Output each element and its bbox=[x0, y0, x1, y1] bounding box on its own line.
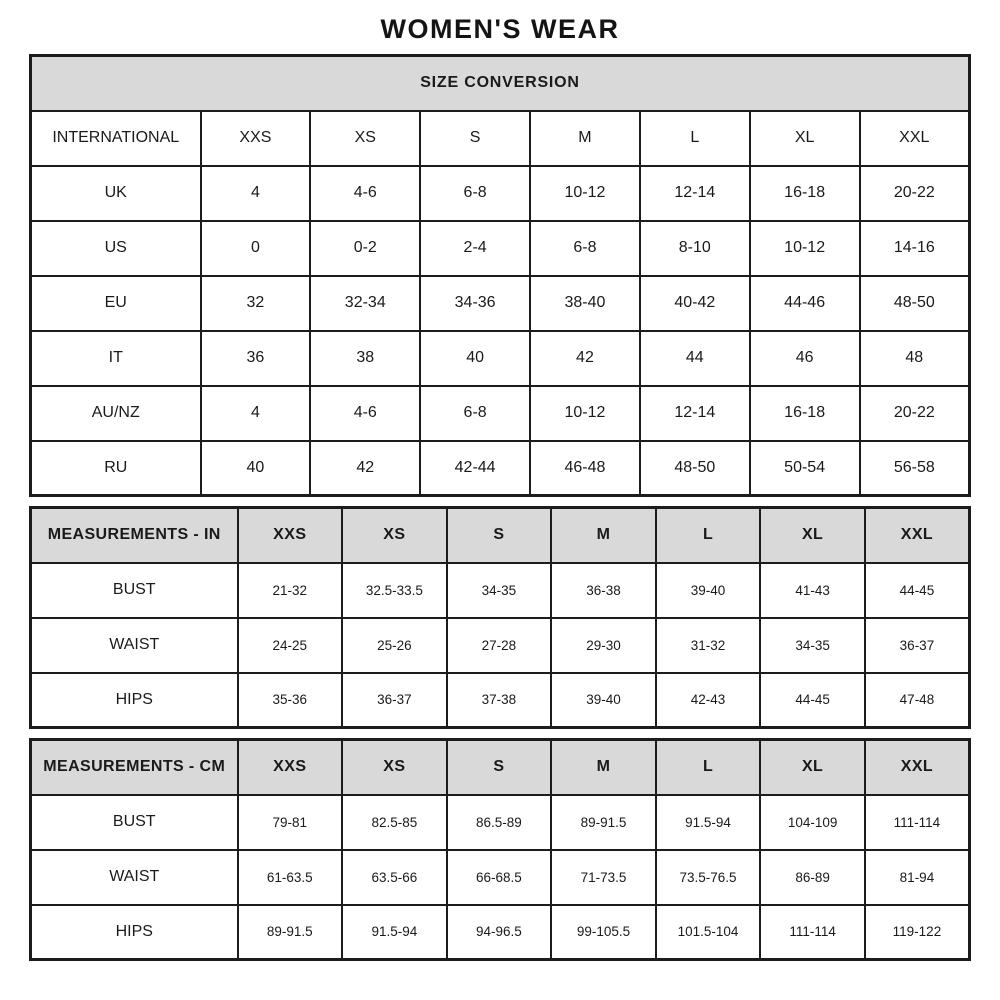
row-label: BUST bbox=[31, 563, 238, 618]
cell-value: 4-6 bbox=[310, 166, 420, 221]
cell-value: 27-28 bbox=[447, 618, 552, 673]
column-header-xl: XL bbox=[750, 111, 860, 166]
column-header-s: S bbox=[420, 111, 530, 166]
cell-value: 34-35 bbox=[760, 618, 865, 673]
column-header-l: L bbox=[656, 508, 761, 563]
cell-value: 89-91.5 bbox=[551, 795, 656, 850]
table-row bbox=[31, 673, 970, 728]
cell-value: 44 bbox=[640, 331, 750, 386]
cell-value: 12-14 bbox=[640, 386, 750, 441]
row-label: WAIST bbox=[31, 618, 238, 673]
row-label: US bbox=[31, 221, 201, 276]
table-row bbox=[31, 618, 970, 673]
cell-value: 14-16 bbox=[860, 221, 970, 276]
column-header-xs: XS bbox=[342, 740, 447, 795]
cell-value: 42-44 bbox=[420, 441, 530, 496]
row-label-header: INTERNATIONAL bbox=[31, 111, 201, 166]
cell-value: 10-12 bbox=[750, 221, 860, 276]
table-row bbox=[31, 276, 970, 331]
cell-value: 73.5-76.5 bbox=[656, 850, 761, 905]
cell-value: 32.5-33.5 bbox=[342, 563, 447, 618]
cell-value: 111-114 bbox=[760, 905, 865, 960]
cell-value: 36 bbox=[201, 331, 311, 386]
cell-value: 101.5-104 bbox=[656, 905, 761, 960]
cell-value: 71-73.5 bbox=[551, 850, 656, 905]
cell-value: 40-42 bbox=[640, 276, 750, 331]
cell-value: 0 bbox=[201, 221, 311, 276]
cell-value: 42 bbox=[310, 441, 420, 496]
table-row bbox=[31, 441, 970, 496]
cell-value: 48 bbox=[860, 331, 970, 386]
cell-value: 32-34 bbox=[310, 276, 420, 331]
row-label: WAIST bbox=[31, 850, 238, 905]
measurements-in-table bbox=[29, 506, 971, 729]
cell-value: 24-25 bbox=[238, 618, 343, 673]
cell-value: 63.5-66 bbox=[342, 850, 447, 905]
cell-value: 40 bbox=[420, 331, 530, 386]
cell-value: 94-96.5 bbox=[447, 905, 552, 960]
cell-value: 29-30 bbox=[551, 618, 656, 673]
cell-value: 111-114 bbox=[865, 795, 970, 850]
cell-value: 6-8 bbox=[420, 386, 530, 441]
measurements-cm-table bbox=[29, 738, 971, 961]
table-row bbox=[31, 563, 970, 618]
cell-value: 25-26 bbox=[342, 618, 447, 673]
cell-value: 31-32 bbox=[656, 618, 761, 673]
cell-value: 86-89 bbox=[760, 850, 865, 905]
row-label: BUST bbox=[31, 795, 238, 850]
cell-value: 4 bbox=[201, 386, 311, 441]
row-label-header: MEASUREMENTS - CM bbox=[31, 740, 238, 795]
column-header-m: M bbox=[551, 740, 656, 795]
cell-value: 38-40 bbox=[530, 276, 640, 331]
section-title: SIZE CONVERSION bbox=[31, 56, 970, 111]
column-header-xxs: XXS bbox=[238, 508, 343, 563]
column-header-row bbox=[31, 111, 970, 166]
cell-value: 44-46 bbox=[750, 276, 860, 331]
cell-value: 82.5-85 bbox=[342, 795, 447, 850]
column-header-xs: XS bbox=[310, 111, 420, 166]
row-label: IT bbox=[31, 331, 201, 386]
cell-value: 21-32 bbox=[238, 563, 343, 618]
cell-value: 99-105.5 bbox=[551, 905, 656, 960]
table-row bbox=[31, 331, 970, 386]
row-label-header: MEASUREMENTS - IN bbox=[31, 508, 238, 563]
column-header-xs: XS bbox=[342, 508, 447, 563]
column-header-xl: XL bbox=[760, 740, 865, 795]
column-header-m: M bbox=[530, 111, 640, 166]
cell-value: 91.5-94 bbox=[342, 905, 447, 960]
row-label: HIPS bbox=[31, 673, 238, 728]
cell-value: 20-22 bbox=[860, 166, 970, 221]
cell-value: 8-10 bbox=[640, 221, 750, 276]
cell-value: 37-38 bbox=[447, 673, 552, 728]
cell-value: 12-14 bbox=[640, 166, 750, 221]
cell-value: 42-43 bbox=[656, 673, 761, 728]
cell-value: 34-35 bbox=[447, 563, 552, 618]
cell-value: 46 bbox=[750, 331, 860, 386]
column-header-row bbox=[31, 508, 970, 563]
table-row bbox=[31, 166, 970, 221]
column-header-xxl: XXL bbox=[865, 740, 970, 795]
column-header-xxl: XXL bbox=[865, 508, 970, 563]
cell-value: 41-43 bbox=[760, 563, 865, 618]
column-header-l: L bbox=[640, 111, 750, 166]
cell-value: 10-12 bbox=[530, 166, 640, 221]
cell-value: 36-37 bbox=[865, 618, 970, 673]
cell-value: 20-22 bbox=[860, 386, 970, 441]
cell-value: 16-18 bbox=[750, 166, 860, 221]
cell-value: 4-6 bbox=[310, 386, 420, 441]
column-header-xl: XL bbox=[760, 508, 865, 563]
page-title: WOMEN'S WEAR bbox=[380, 14, 620, 44]
cell-value: 66-68.5 bbox=[447, 850, 552, 905]
row-label: RU bbox=[31, 441, 201, 496]
cell-value: 40 bbox=[201, 441, 311, 496]
cell-value: 47-48 bbox=[865, 673, 970, 728]
cell-value: 86.5-89 bbox=[447, 795, 552, 850]
cell-value: 32 bbox=[201, 276, 311, 331]
cell-value: 34-36 bbox=[420, 276, 530, 331]
row-label: HIPS bbox=[31, 905, 238, 960]
column-header-s: S bbox=[447, 740, 552, 795]
cell-value: 119-122 bbox=[865, 905, 970, 960]
cell-value: 38 bbox=[310, 331, 420, 386]
cell-value: 61-63.5 bbox=[238, 850, 343, 905]
cell-value: 16-18 bbox=[750, 386, 860, 441]
cell-value: 4 bbox=[201, 166, 311, 221]
cell-value: 79-81 bbox=[238, 795, 343, 850]
column-header-l: L bbox=[656, 740, 761, 795]
cell-value: 35-36 bbox=[238, 673, 343, 728]
cell-value: 91.5-94 bbox=[656, 795, 761, 850]
size-conversion-table bbox=[29, 54, 971, 497]
cell-value: 48-50 bbox=[860, 276, 970, 331]
cell-value: 10-12 bbox=[530, 386, 640, 441]
column-header-xxl: XXL bbox=[860, 111, 970, 166]
row-label: UK bbox=[31, 166, 201, 221]
cell-value: 48-50 bbox=[640, 441, 750, 496]
cell-value: 6-8 bbox=[530, 221, 640, 276]
cell-value: 104-109 bbox=[760, 795, 865, 850]
cell-value: 56-58 bbox=[860, 441, 970, 496]
cell-value: 39-40 bbox=[551, 673, 656, 728]
column-header-s: S bbox=[447, 508, 552, 563]
cell-value: 42 bbox=[530, 331, 640, 386]
cell-value: 46-48 bbox=[530, 441, 640, 496]
table-row bbox=[31, 386, 970, 441]
cell-value: 2-4 bbox=[420, 221, 530, 276]
row-label: AU/NZ bbox=[31, 386, 201, 441]
cell-value: 89-91.5 bbox=[238, 905, 343, 960]
table-row bbox=[31, 905, 970, 960]
cell-value: 50-54 bbox=[750, 441, 860, 496]
cell-value: 44-45 bbox=[865, 563, 970, 618]
table-row bbox=[31, 795, 970, 850]
cell-value: 39-40 bbox=[656, 563, 761, 618]
cell-value: 44-45 bbox=[760, 673, 865, 728]
cell-value: 0-2 bbox=[310, 221, 420, 276]
cell-value: 6-8 bbox=[420, 166, 530, 221]
column-header-m: M bbox=[551, 508, 656, 563]
section-header-row bbox=[31, 56, 970, 111]
cell-value: 36-37 bbox=[342, 673, 447, 728]
column-header-row bbox=[31, 740, 970, 795]
column-header-xxs: XXS bbox=[238, 740, 343, 795]
row-label: EU bbox=[31, 276, 201, 331]
column-header-xxs: XXS bbox=[201, 111, 311, 166]
table-row bbox=[31, 850, 970, 905]
cell-value: 81-94 bbox=[865, 850, 970, 905]
cell-value: 36-38 bbox=[551, 563, 656, 618]
table-row bbox=[31, 221, 970, 276]
